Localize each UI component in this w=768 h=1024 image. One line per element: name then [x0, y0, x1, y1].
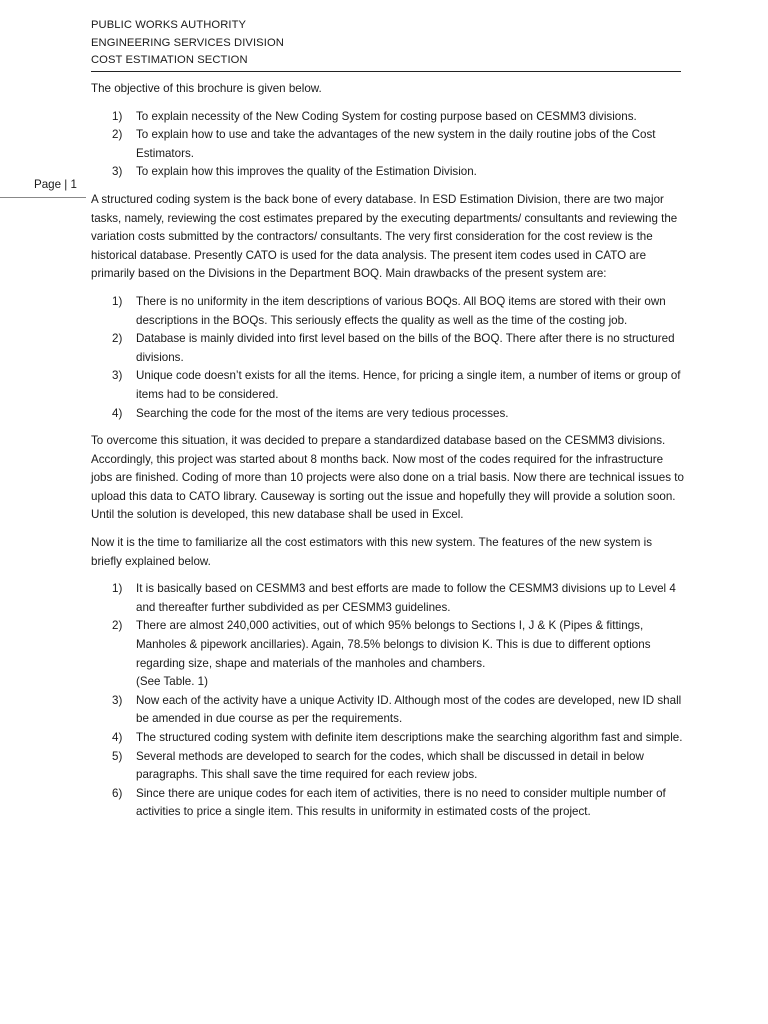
list-item: 3) Now each of the activity have a unique Activity ID. Although most of the codes are developed, new ID shall be amended in due course as per the requirements. — [112, 693, 682, 726]
section-name: COST ESTIMATION SECTION — [91, 54, 248, 66]
page-number-divider — [0, 197, 86, 198]
document-body — [91, 80, 685, 822]
list-item: 3) To explain how this improves the quality of the Estimation Division. — [112, 165, 477, 179]
list-item: 1) It is basically based on CESMM3 and best efforts are made to follow the CESMM3 divisions up to Level 4 and thereafter further subdivided as per CESMM3 guidelines. — [112, 582, 676, 614]
list-item: 4) The structured coding system with definite item descriptions make the searching algorithm fast and simple. — [112, 731, 683, 744]
page-number: Page | 1 — [34, 178, 77, 191]
drawbacks-list — [91, 293, 685, 423]
document-header — [91, 17, 681, 70]
list-item: 1) To explain necessity of the New Coding System for costing purpose based on CESMM3 divisions. — [112, 109, 637, 123]
familiarize-paragraph: Now it is the time to familiarize all the cost estimators with this new system. The features of the new system is briefly explained below. — [91, 536, 653, 568]
list-item: 5) Several methods are developed to search for the codes, which shall be discussed in detail in below paragraphs. This shall save the time required for each review jobs. — [112, 749, 644, 782]
list-item: 6) Since there are unique codes for each item of activities, there is no need to consider multiple number of activities to price a single item. This results in uniformity in estimated costs of the project. — [112, 786, 666, 819]
features-list — [91, 580, 685, 822]
organization-name: PUBLIC WORKS AUTHORITY — [91, 19, 247, 31]
list-item: 2) Database is mainly divided into first level based on the bills of the BOQ. There after there is no structured divisions. — [112, 332, 675, 364]
list-item: 2) To explain how to use and take the advantages of the new system in the daily routine jobs of the Cost Estimators. — [112, 128, 656, 160]
intro-paragraph: The objective of this brochure is given below. — [91, 82, 322, 95]
list-item: 3) Unique code doesn’t exists for all the items. Hence, for pricing a single item, a number of items or group of items had to be considered. — [112, 369, 681, 401]
objectives-list — [91, 108, 685, 182]
coding-system-paragraph: A structured coding system is the back bone of every database. In ESD Estimation Division, there are two major tasks, namely, reviewing the cost estimates prepared by the executing departments/ consultants and reviewing the variation costs submitted by the contractors/ consultants. The very first consideration for the cost review is the historical database. Presently CATO is used for the data analysis. The present item codes used in CATO are primarily based on the Divisions in the Department BOQ. Main drawbacks of the present system are: — [91, 192, 678, 281]
table-reference: (See Table. 1) — [136, 675, 208, 689]
division-name: ENGINEERING SERVICES DIVISION — [91, 36, 284, 49]
situation-paragraph: To overcome this situation, it was decided to prepare a standardized database based on the CESMM3 divisions. Accordingly, this project was started about 8 months back. Now most of the codes required for the infrastructure jobs are finished. Coding of more than 10 projects were also done on a trial basis. Now there are technical issues to upload this data to CATO library. Causeway is sorting out the issue and hopefully they will provide a solution soon. Until the solution is developed, this new database shall be used in Excel. — [91, 434, 684, 522]
list-item: 1) There is no uniformity in the item descriptions of various BOQs. All BOQ items are stored with their own descriptions in the BOQs. This seriously effects the quality as well as the time of the costing job. — [112, 294, 666, 327]
list-item: 4) Searching the code for the most of the items are very tedious processes. — [112, 406, 509, 420]
header-divider — [91, 71, 681, 72]
list-item: 2) There are almost 240,000 activities, out of which 95% belongs to Sections I, J & K (Pipes & fittings, Manholes & pipework ancillaries). Again, 78.5% belongs to division K. This is due to different options regarding size, shape and materials of the manholes and chambers. (See Table. 1) — [112, 619, 651, 689]
